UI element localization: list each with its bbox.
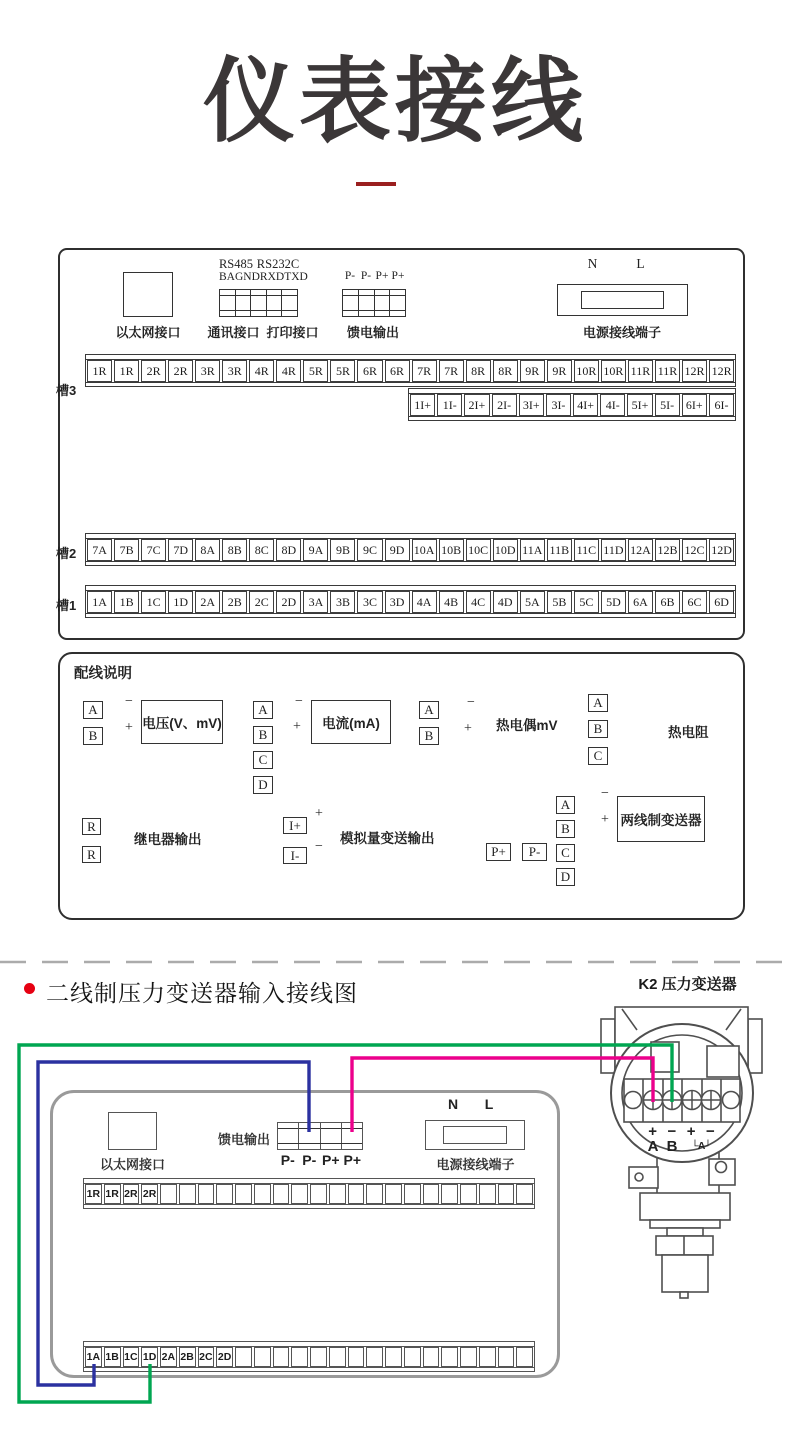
- terminal-cell: 10R: [601, 360, 626, 382]
- terminal-cell: 10B: [439, 539, 464, 561]
- terminal-cell: 1B: [114, 591, 139, 613]
- terminal-cell: 1A: [87, 591, 112, 613]
- current-terminal-a: A: [253, 701, 273, 719]
- terminal-cell: 12A: [628, 539, 653, 561]
- tc-minus: −: [467, 695, 475, 710]
- power-n-label-bottom: N: [447, 1096, 459, 1112]
- terminal-cell: 3R: [222, 360, 247, 382]
- terminal-cell: 8A: [195, 539, 220, 561]
- rtd-terminal-a: A: [588, 694, 608, 712]
- terminal-cell: 10R: [574, 360, 599, 382]
- transmitter-sign: +: [648, 1123, 657, 1140]
- slot3-label: 槽3: [56, 383, 77, 398]
- feed-pin-label: P-: [360, 270, 372, 282]
- terminal-cell: 8B: [222, 539, 247, 561]
- rtd-terminal-b: B: [588, 720, 608, 738]
- voltage-minus: −: [125, 694, 133, 709]
- terminal-cell: 8R: [493, 360, 518, 382]
- terminal-cell: 1D: [168, 591, 193, 613]
- terminal-cell: 9A: [303, 539, 328, 561]
- terminal-cell: 7R: [412, 360, 437, 382]
- terminal-cell: 11A: [520, 539, 545, 561]
- terminal-cell: 9C: [357, 539, 382, 561]
- relay-label: 继电器输出: [134, 832, 202, 847]
- terminal-cell: 5B: [547, 591, 572, 613]
- transmitter-title: K2 压力变送器: [638, 976, 737, 993]
- terminal-cell: 5D: [601, 591, 626, 613]
- terminal-cell: 2C: [249, 591, 274, 613]
- terminal-cell: 2R: [141, 360, 166, 382]
- transmitter-b-label: B: [666, 1138, 678, 1155]
- terminal-cell: 8C: [249, 539, 274, 561]
- terminal-cell: 3I+: [519, 394, 544, 416]
- voltage-plus: +: [125, 720, 133, 735]
- terminal-cell: 3D: [385, 591, 410, 613]
- terminal-cell: 7A: [87, 539, 112, 561]
- terminal-cell: 2B: [179, 1347, 196, 1367]
- power-terminal-label-bottom: 电源接线端子: [436, 1157, 515, 1172]
- terminal-cell: 11R: [628, 360, 653, 382]
- terminal-cell: 3B: [330, 591, 355, 613]
- voltage-terminal-b: B: [83, 727, 103, 745]
- terminal-cell: 5C: [574, 591, 599, 613]
- feed-pin-label: P-: [302, 1152, 317, 1168]
- twowire-terminal-b: B: [556, 820, 575, 838]
- transmitter-sign: +: [686, 1123, 696, 1140]
- twowire-terminal-d: D: [556, 868, 575, 886]
- current-terminal-c: C: [253, 751, 273, 769]
- terminal-cell: 2R: [123, 1184, 140, 1204]
- terminal-cell: 10C: [466, 539, 491, 561]
- slot2-label: 槽2: [56, 546, 77, 561]
- terminal-cell: 11R: [655, 360, 680, 382]
- current-minus: −: [295, 694, 303, 709]
- terminal-cell: 2A: [160, 1347, 177, 1367]
- power-l-label-bottom: L: [484, 1096, 494, 1112]
- terminal-cell: 8D: [276, 539, 301, 561]
- terminal-cell: 12R: [709, 360, 734, 382]
- terminal-cell: 1R: [85, 1184, 102, 1204]
- terminal-cell: 9D: [385, 539, 410, 561]
- terminal-cell: 5R: [330, 360, 355, 382]
- twowire-terminal-pminus: P-: [522, 843, 547, 861]
- terminal-cell: 9R: [520, 360, 545, 382]
- power-n-label: N: [587, 256, 598, 271]
- current-device-box: 电流(mA): [311, 700, 391, 744]
- transmitter-sign: −: [667, 1123, 677, 1140]
- terminal-cell: 10A: [412, 539, 437, 561]
- analog-terminal-iminus: I-: [283, 847, 307, 864]
- tc-terminal-a: A: [419, 701, 439, 719]
- terminal-cell: 12B: [655, 539, 680, 561]
- green-wire: [19, 1045, 672, 1402]
- terminal-cell: 11C: [574, 539, 599, 561]
- comm-pin-label: A: [226, 271, 235, 283]
- terminal-cell: 4I-: [600, 394, 625, 416]
- terminal-cell: 12D: [709, 539, 734, 561]
- power-l-label: L: [636, 256, 645, 271]
- terminal-cell: 4B: [439, 591, 464, 613]
- terminal-cell: 8R: [466, 360, 491, 382]
- ethernet-label-bottom: 以太网接口: [99, 1157, 165, 1172]
- terminal-cell: 1C: [141, 591, 166, 613]
- terminal-cell: 9R: [547, 360, 572, 382]
- twowire-terminal-pplus: P+: [486, 843, 511, 861]
- terminal-cell: 5R: [303, 360, 328, 382]
- terminal-cell: 2I+: [464, 394, 489, 416]
- terminal-cell: 1R: [114, 360, 139, 382]
- ethernet-label: 以太网接口: [115, 325, 181, 340]
- comm-pin-label: TXD: [284, 271, 308, 283]
- terminal-cell: 6B: [655, 591, 680, 613]
- terminal-cell: 4I+: [573, 394, 598, 416]
- feed-pin-label: P+: [391, 270, 405, 282]
- terminal-cell: 6A: [628, 591, 653, 613]
- terminal-cell: 1C: [123, 1347, 140, 1367]
- terminal-cell: 3A: [303, 591, 328, 613]
- terminal-cell: 5A: [520, 591, 545, 613]
- terminal-cell: 12C: [682, 539, 707, 561]
- relay-terminal-r1: R: [82, 818, 101, 835]
- power-terminal-label: 电源接线端子: [582, 325, 661, 340]
- current-terminal-b: B: [253, 726, 273, 744]
- terminal-cell: 5I+: [627, 394, 652, 416]
- blue-wire: [38, 1062, 309, 1385]
- slot1-label: 槽1: [56, 598, 77, 613]
- analog-plus: +: [315, 806, 323, 821]
- terminal-cell: 2I-: [492, 394, 517, 416]
- terminal-cell: 7R: [439, 360, 464, 382]
- terminal-cell: 6I-: [709, 394, 734, 416]
- tc-plus: +: [464, 721, 472, 736]
- twowire-device-box: 两线制变送器: [617, 796, 705, 842]
- terminal-cell: 6R: [357, 360, 382, 382]
- terminal-cell: 4D: [493, 591, 518, 613]
- wiring-title: 配线说明: [74, 666, 132, 682]
- rs485-label: RS485: [218, 257, 254, 271]
- rs232c-label: RS232C: [256, 257, 300, 271]
- feed-pin-label: P+: [375, 270, 389, 282]
- terminal-cell: 3I-: [546, 394, 571, 416]
- page-title: 仪表接线: [202, 51, 587, 153]
- terminal-cell: 6D: [709, 591, 734, 613]
- terminal-cell: 1I+: [410, 394, 435, 416]
- terminal-cell: 2D: [276, 591, 301, 613]
- feed-pin-label: P+: [343, 1152, 361, 1168]
- terminal-cell: 12R: [682, 360, 707, 382]
- twowire-terminal-c: C: [556, 844, 575, 862]
- terminal-cell: 3C: [357, 591, 382, 613]
- transmitter-sign: −: [705, 1123, 715, 1140]
- terminal-cell: 9B: [330, 539, 355, 561]
- terminal-cell: 1R: [104, 1184, 121, 1204]
- terminal-cell: 1R: [87, 360, 112, 382]
- terminal-cell: 1I-: [437, 394, 462, 416]
- terminal-cell: 7C: [141, 539, 166, 561]
- rtd-label: 热电阻: [668, 725, 709, 740]
- terminal-cell: 6C: [682, 591, 707, 613]
- terminal-cell: 1B: [104, 1347, 121, 1367]
- relay-terminal-r2: R: [82, 846, 101, 863]
- transmitter-loop-label: └A┘: [691, 1140, 711, 1152]
- terminal-cell: 2C: [198, 1347, 215, 1367]
- feed-pin-label: P-: [280, 1152, 295, 1168]
- rtd-terminal-c: C: [588, 747, 608, 765]
- terminal-cell: 5I-: [655, 394, 680, 416]
- current-terminal-d: D: [253, 776, 273, 794]
- feed-pin-label: P-: [344, 270, 356, 282]
- terminal-cell: 6I+: [682, 394, 707, 416]
- analog-terminal-iplus: I+: [283, 817, 307, 834]
- terminal-cell: 2A: [195, 591, 220, 613]
- twowire-minus: −: [601, 786, 609, 801]
- terminal-cell: 2R: [168, 360, 193, 382]
- feed-pin-label: P+: [321, 1152, 340, 1168]
- terminal-cell: 1A: [85, 1347, 102, 1367]
- analog-minus: −: [315, 839, 323, 854]
- terminal-cell: 2R: [141, 1184, 158, 1204]
- terminal-cell: 7D: [168, 539, 193, 561]
- print-port-label: 打印接口: [266, 325, 319, 340]
- terminal-cell: 11D: [601, 539, 626, 561]
- terminal-cell: 4R: [249, 360, 274, 382]
- current-plus: +: [293, 719, 301, 734]
- feed-output-label: 馈电输出: [346, 325, 399, 340]
- terminal-cell: 6R: [385, 360, 410, 382]
- thermocouple-label: 热电偶mV: [496, 718, 558, 733]
- comm-pin-label: RXD: [259, 271, 285, 283]
- terminal-cell: 7B: [114, 539, 139, 561]
- terminal-cell: 1D: [141, 1347, 158, 1367]
- twowire-terminal-a: A: [556, 796, 575, 814]
- twowire-plus: +: [601, 812, 609, 827]
- terminal-cell: 2D: [216, 1347, 233, 1367]
- feed-output-label-bottom: 馈电输出: [217, 1132, 270, 1147]
- comm-pin-label: B: [219, 271, 227, 283]
- terminal-cell: 11B: [547, 539, 572, 561]
- bottom-section-title: 二线制压力变送器输入接线图: [46, 980, 358, 1006]
- transmitter-a-label: A: [647, 1138, 659, 1155]
- terminal-cell: 4C: [466, 591, 491, 613]
- analog-label: 模拟量变送输出: [340, 831, 435, 846]
- comm-pin-label: GND: [234, 271, 260, 283]
- terminal-cell: 4A: [412, 591, 437, 613]
- terminal-cell: 4R: [276, 360, 301, 382]
- terminal-cell: 3R: [195, 360, 220, 382]
- terminal-cell: 10D: [493, 539, 518, 561]
- voltage-device-box: 电压(V、mV): [141, 700, 223, 744]
- tc-terminal-b: B: [419, 727, 439, 745]
- voltage-terminal-a: A: [83, 701, 103, 719]
- comm-port-label: 通讯接口: [207, 325, 260, 340]
- magenta-wire: [352, 1058, 653, 1132]
- terminal-cell: 2B: [222, 591, 247, 613]
